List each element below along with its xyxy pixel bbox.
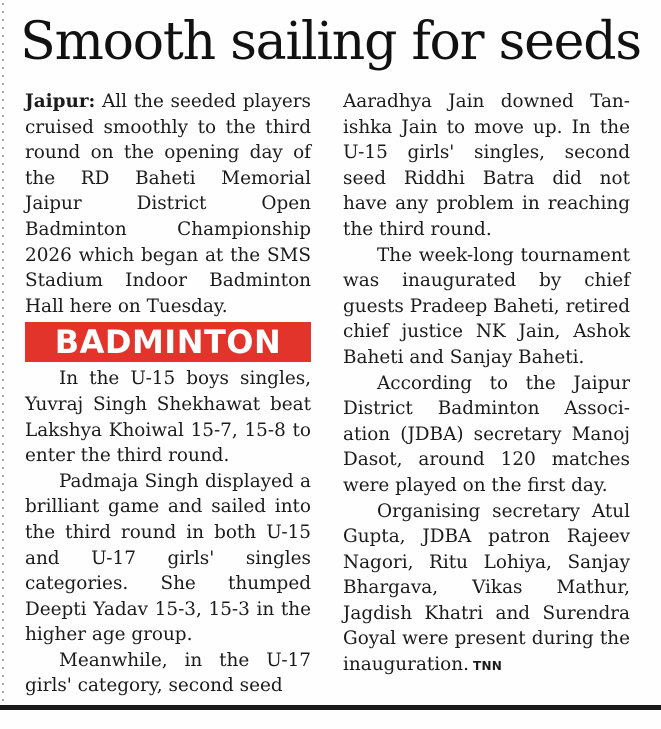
paragraph-3: Padmaja Singh displayed a brilliant game and sailed into the third round in both U-15 and U-17 girls' singles categories. She thumped Deepti Yadav 15-3, 15-3 in the higher age group.: [25, 470, 311, 646]
paragraph-4: Meanwhile, in the U-17 girls' category, second seed: [25, 649, 311, 697]
paragraph-6: According to the Jaipur District Badminton Association (JDBA) secretary Manoj Dasot, around 120 matches were played on the first day.: [343, 372, 630, 496]
paragraph-5: The week-long tournament was inaugurated by chief guests Pradeep Baheti, retired chief justice NK Jain, Ashok Baheti and Sanjay Baheti.: [343, 244, 630, 368]
paragraph-2: In the U-15 boys singles, Yuvraj Singh Shekhawat beat Lakshya Khoiwal 15-7, 15-8 to enter the third round.: [25, 368, 311, 467]
paragraph-1-text: All the seeded players cruised smoothly to the third round on the opening day of the RD Baheti Memorial Jaipur District Open Badminton Championship 2026 which began at the SMS Stadium Indoor Badminton Hall here on Tuesday.: [25, 91, 311, 317]
agency-credit: TNN: [472, 659, 503, 674]
dateline: Jaipur:: [25, 91, 96, 112]
lead-paragraph: [25, 89, 311, 319]
section-kicker-badminton: BADMINTON: [25, 322, 311, 362]
column-separator-dots: [2, 0, 4, 705]
paragraph-4-continued: Aaradhya Jain downed Tanishka Jain to move up. In the U-15 girls' singles, second seed Riddhi Batra did not have any problem in reaching the third round.: [343, 91, 630, 240]
article-column-right: [343, 89, 630, 680]
article-column-left: [25, 89, 311, 699]
paragraph-7: [343, 499, 630, 680]
paragraph-7-text: Organising secretary Atul Gupta, JDBA patron Rajeev Nagori, Ritu Lohiya, Sanjay Bhargava, Vikas Mathur, Jagdish Khatri and Surendra Goyal were present during the inauguration.: [343, 500, 630, 676]
headline: Smooth sailing for seeds: [20, 12, 641, 72]
bottom-rule: [0, 705, 661, 710]
